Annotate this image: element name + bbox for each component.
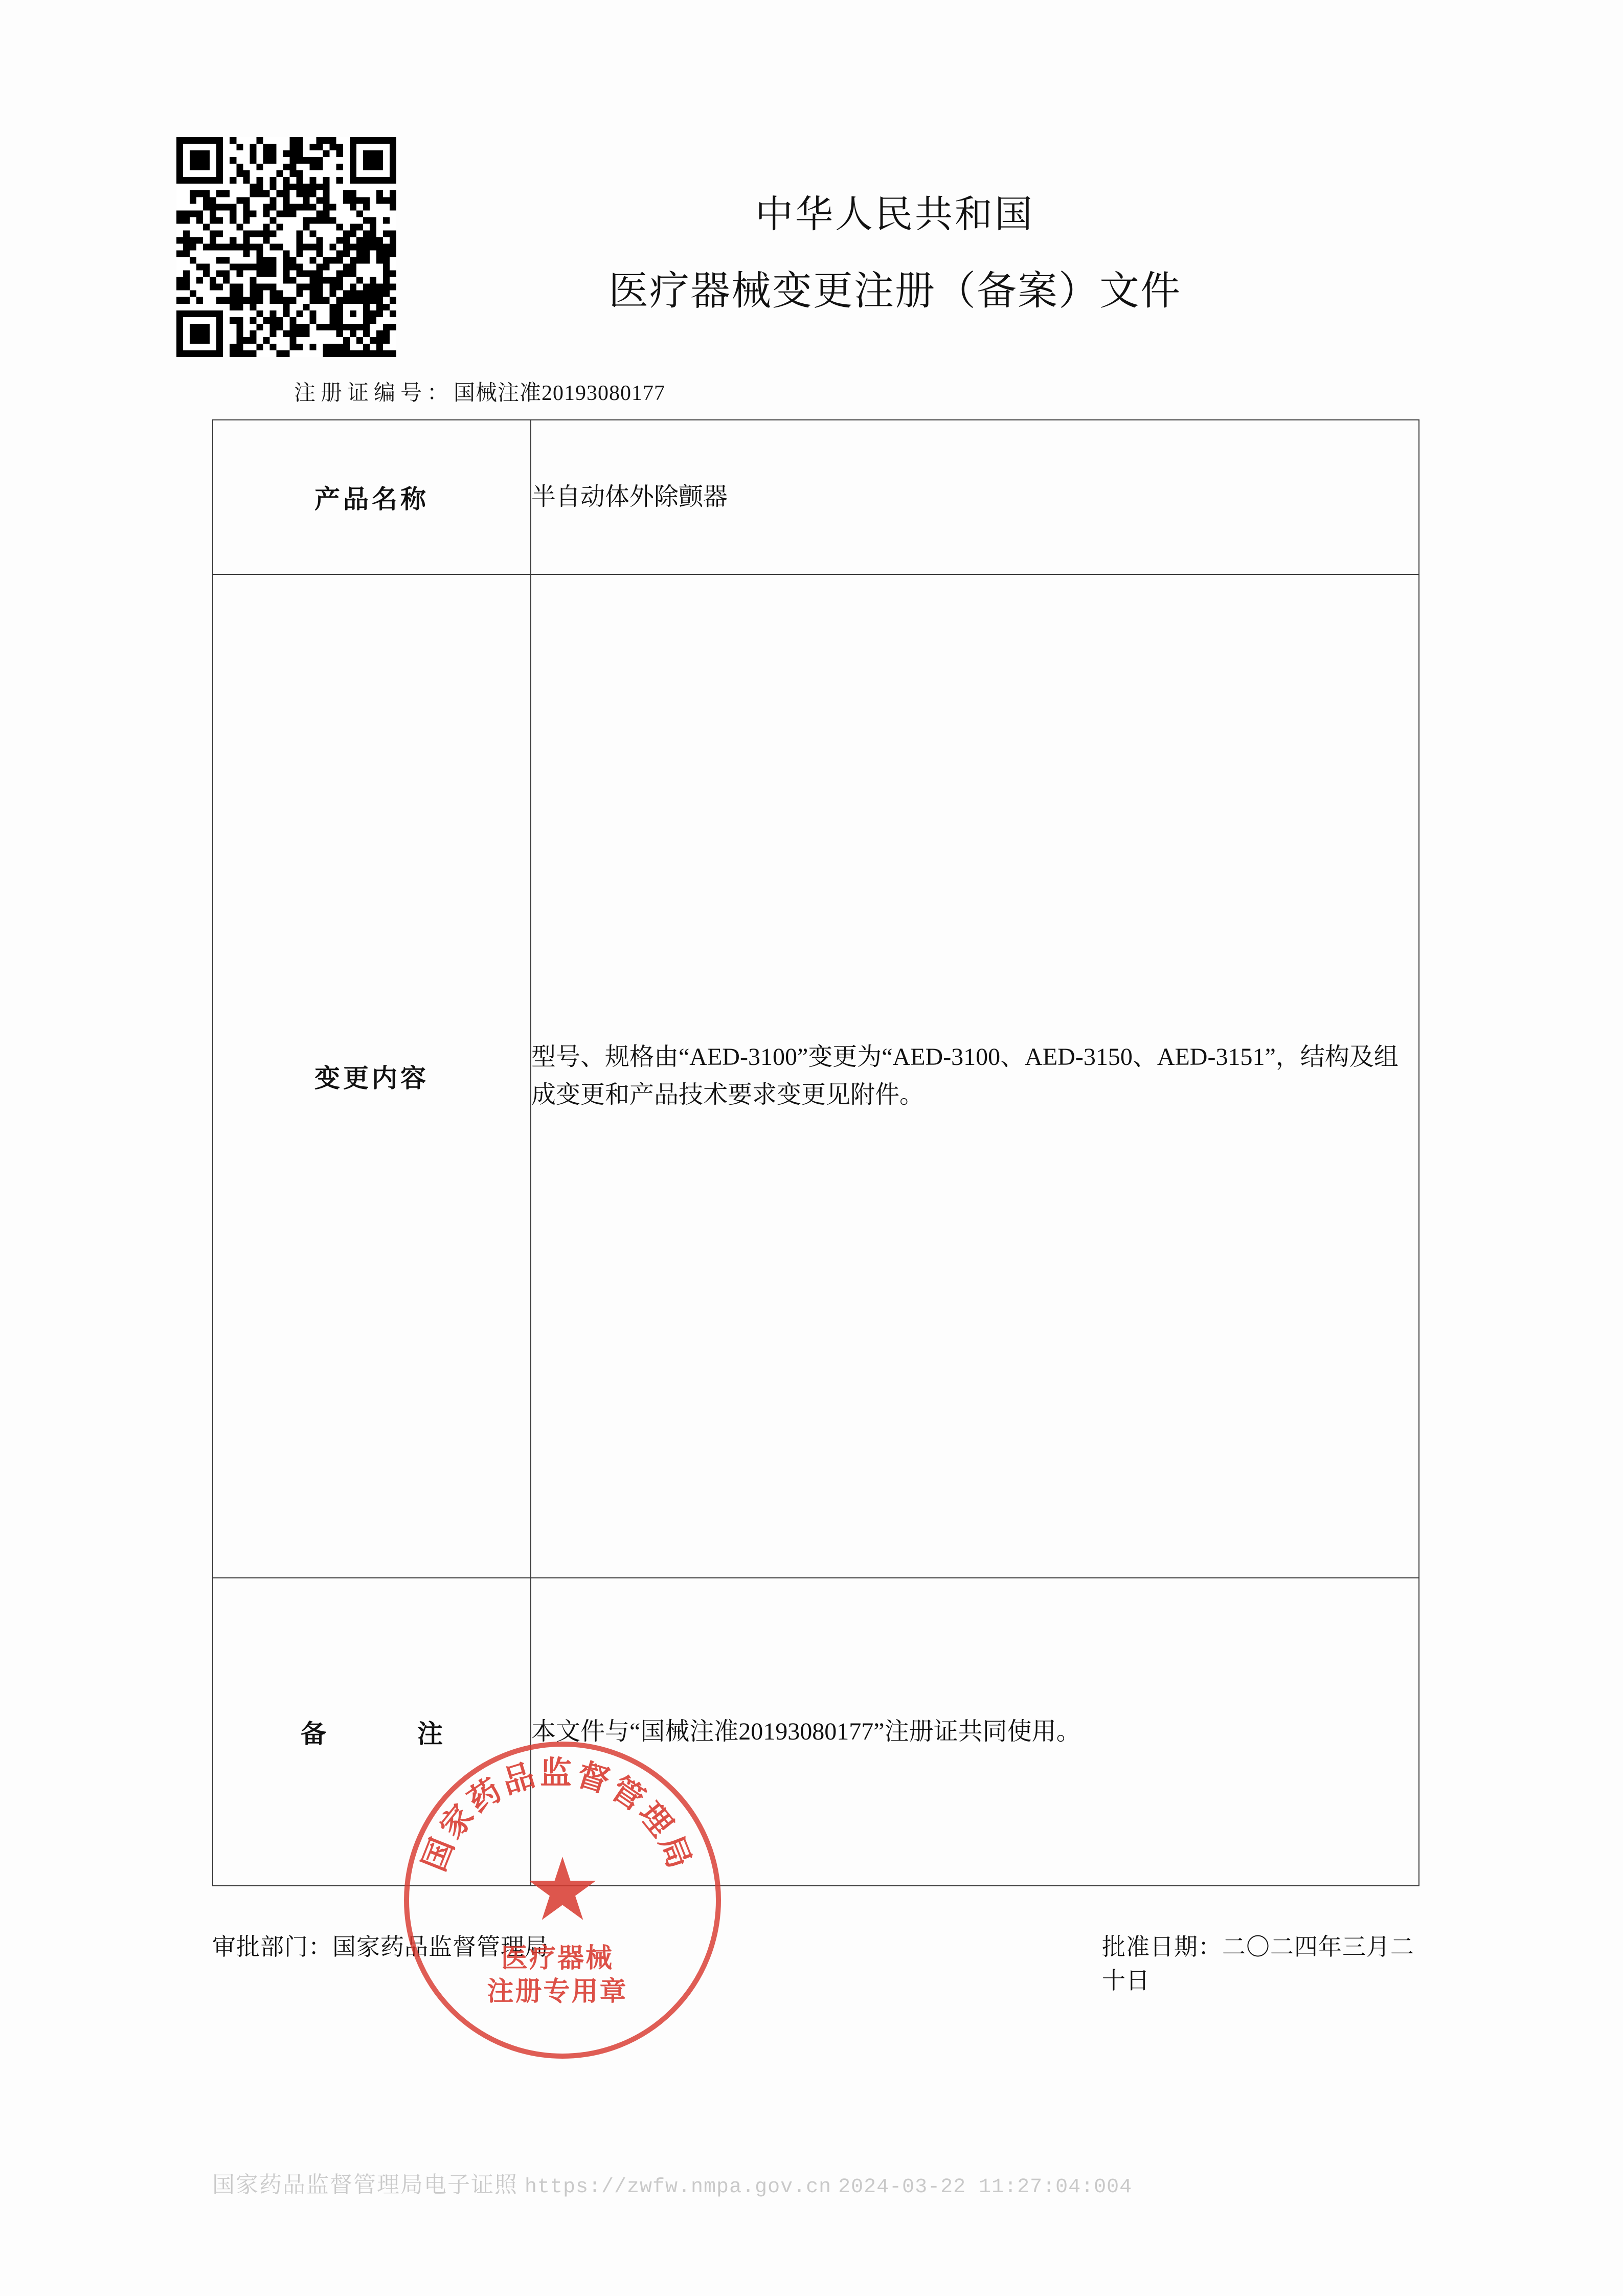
registration-number-value: 国械注准20193080177 bbox=[454, 382, 666, 405]
approval-department-label: 审批部门： bbox=[212, 1934, 332, 1960]
row-value-product-name: 半自动体外除颤器 bbox=[531, 420, 1419, 574]
approval-date-value: 二〇二四年三月二十日 bbox=[1102, 1934, 1414, 1994]
approval-date-label: 批准日期： bbox=[1102, 1934, 1222, 1960]
title-line-country: 中华人民共和国 bbox=[755, 194, 1034, 236]
registration-number bbox=[294, 376, 665, 407]
electronic-certificate-label: 国家药品监督管理局电子证照 bbox=[212, 2172, 518, 2197]
row-label-change-content: 变更内容 bbox=[213, 574, 531, 1578]
title-line-doctype: 医疗器械变更注册（备案）文件 bbox=[608, 269, 1181, 313]
svg-text:国家药品监督管理局: 国家药品监督管理局 bbox=[417, 1756, 698, 1876]
seal-bottom-line2: 注册专用章 bbox=[487, 1977, 628, 2007]
document-table bbox=[212, 419, 1419, 1886]
table-row bbox=[213, 574, 1419, 1578]
table-row bbox=[213, 1578, 1419, 1886]
row-value-change-content: 型号、规格由“AED-3100”变更为“AED-3100、AED-3150、AED-3151”，结构及组成变更和产品技术要求变更见附件。 bbox=[531, 574, 1419, 1578]
electronic-certificate-note bbox=[212, 2166, 1450, 2199]
row-value-remark: 本文件与“国械注准20193080177”注册证共同使用。 bbox=[531, 1578, 1419, 1886]
document-title bbox=[409, 184, 1381, 316]
table-row bbox=[213, 420, 1419, 574]
approval-department bbox=[212, 1928, 549, 1962]
seal-star-icon: ★ bbox=[523, 1842, 602, 1939]
registration-number-label: 注册证编号： bbox=[294, 382, 454, 405]
approval-department-value: 国家药品监督管理局 bbox=[332, 1934, 549, 1960]
row-label-remark: 备 注 bbox=[213, 1578, 531, 1886]
seal-bottom-line1: 医疗器械 bbox=[501, 1944, 614, 1973]
electronic-certificate-url: https://zwfw.nmpa.gov.cn bbox=[525, 2176, 832, 2199]
approval-date bbox=[1102, 1928, 1419, 1996]
electronic-certificate-timestamp: 2024-03-22 11:27:04:004 bbox=[838, 2176, 1133, 2199]
qr-code bbox=[176, 137, 396, 357]
row-label-product-name: 产品名称 bbox=[213, 420, 531, 574]
